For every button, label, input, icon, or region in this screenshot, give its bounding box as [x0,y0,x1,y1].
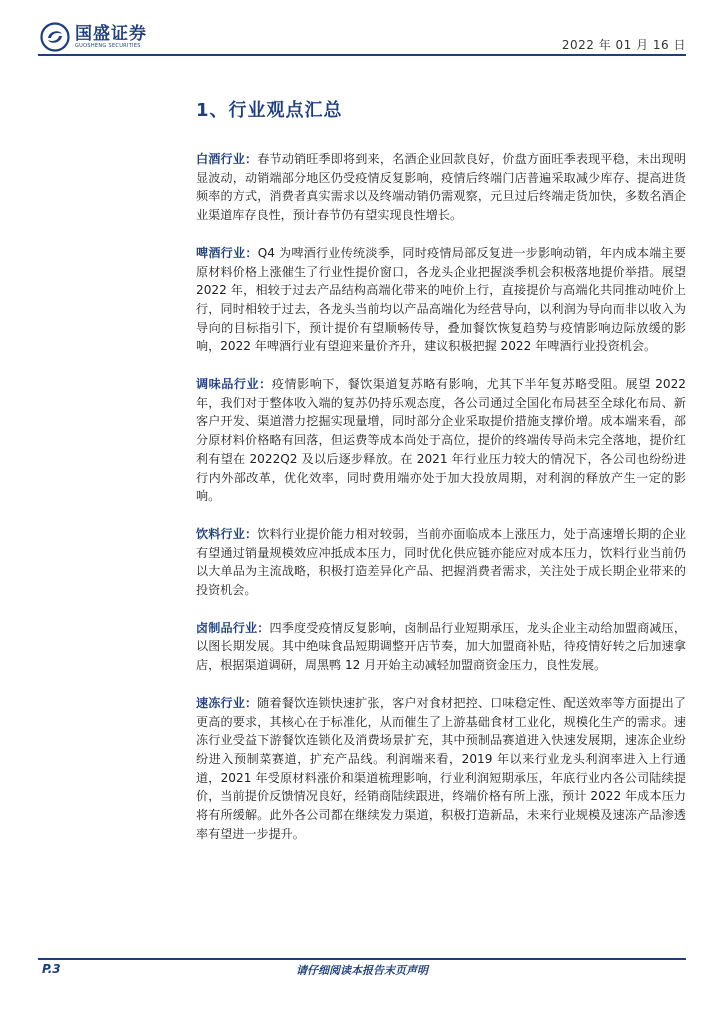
paragraph-tag: 速冻行业： [196,695,258,710]
paragraph-text: Q4 为啤酒行业传统淡季，同时疫情局部反复进一步影响动销，年内成本端主要原材料价格上涨催生了行业性提价窗口，各龙头企业把握淡季机会积极落地提价举措。展望 2022 年，相较于过去产品结构高端化带来的吨价上行，直接提价与高端化共同推动吨价上行，同时相较于过去，各龙头当前均以产品高端化为经营导向，以利润为导向而非以收入为导向的目标指引下，预计提价有望顺畅传导，叠加餐饮恢复趋势与疫情影响边际放缓的影响，2022 年啤酒行业有望迎来量价齐升，建议积极把握 2022 年啤酒行业投资机会。 [196,245,686,354]
paragraph-braised-food [196,619,686,675]
paragraph-tag: 白酒行业： [196,152,258,166]
paragraph-beer [196,244,686,356]
paragraph-text: 随着餐饮连锁快速扩张，客户对食材把控、口味稳定性、配送效率等方面提出了更高的要求，其核心在于标准化，从而催生了上游基础食材工业化，规模化生产的需求。速冻行业受益下游餐饮连锁化及消费场景扩充，其中预制品赛道进入快速发展期，速冻企业纷纷进入预制菜赛道，扩充产品线。利润端来看，2019 年以来行业龙头利润率进入上行通道，2021 年受原材料涨价和渠道梳理影响，行业利润短期承压，年底行业内各公司陆续提价，当前提价反馈情况良好，经销商陆续跟进，终端价格有所上涨，预计 2022 年成本压力将有所缓解。此外各公司都在继续发力渠道，积极打造新品，未来行业规模及速冻产品渗透率有望进一步提升。 [196,695,686,841]
paragraph-tag: 啤酒行业： [196,245,258,260]
paragraph-condiment [196,375,686,506]
paragraph-text: 疫情影响下，餐饮渠道复苏略有影响，尤其下半年复苏略受阻。展望 2022 年，我们对于整体收入端的复苏仍持乐观态度，各公司通过全国化布局甚至全球化布局、新客户开发、渠道潜力挖掘实现量增，同时部分企业采取提价措施支撑价增。成本端来看，部分原材料价格略有回落，但运费等成本尚处于高位，提价的终端传导尚未完全落地，提价红利有望在 2022Q2 及以后逐步释放。在 2021 年行业压力较大的情况下，各公司也纷纷进行内外部改革，优化效率，同时费用端亦处于加大投放周期，对利润的释放产生一定的影响。 [196,377,686,504]
paragraph-text: 四季度受疫情反复影响，卤制品行业短期承压，龙头企业主动给加盟商减压，以图长期发展。其中绝味食品短期调整开店节奏，加大加盟商补贴，待疫情好转之后加速拿店，根据渠道调研，周黑鸭 12 月开始主动减轻加盟商资金压力，良性发展。 [196,620,686,673]
report-date: 2022 年 01 月 16 日 [561,38,686,52]
paragraph-text: 饮料行业提价能力相对较弱，当前亦面临成本上涨压力，处于高速增长期的企业有望通过销量规模效应冲抵成本压力，同时优化供应链亦能应对成本压力，饮料行业当前仍以大单品为主流战略，积极打造差异化产品、把握消费者需求，关注处于成长期企业带来的投资机会。 [196,526,686,598]
footer-divider [38,958,686,960]
paragraph-tag: 饮料行业： [196,526,258,541]
header-divider [38,54,686,56]
logo-chinese-name: 国盛证券 [75,23,147,44]
paragraph-baijiu [196,150,686,225]
guosheng-logo-icon [40,22,70,52]
company-logo [40,22,147,52]
paragraph-beverage [196,525,686,600]
report-body [196,150,686,863]
section-title: 1、行业观点汇总 [196,100,343,121]
logo-english-name: GUOSHENG SECURITIES [75,42,141,49]
paragraph-text: 春节动销旺季即将到来，名酒企业回款良好，价盘方面旺季表现平稳，未出现明显波动，动销端部分地区仍受疫情反复影响，疫情后终端门店普遍采取减少库存、提高进货频率的方式，消费者真实需求以及终端动销仍需观察，元旦过后终端走货加快，多数名酒企业渠道库存良性，预计春节仍有望实现良性增长。 [196,152,686,223]
page-number: P.3 [42,962,61,976]
disclaimer-note: 请仔细阅读本报告末页声明 [296,964,428,977]
page-header [0,0,724,60]
paragraph-frozen-food [196,694,686,844]
paragraph-tag: 卤制品行业： [196,620,270,635]
paragraph-tag: 调味品行业： [196,377,272,392]
